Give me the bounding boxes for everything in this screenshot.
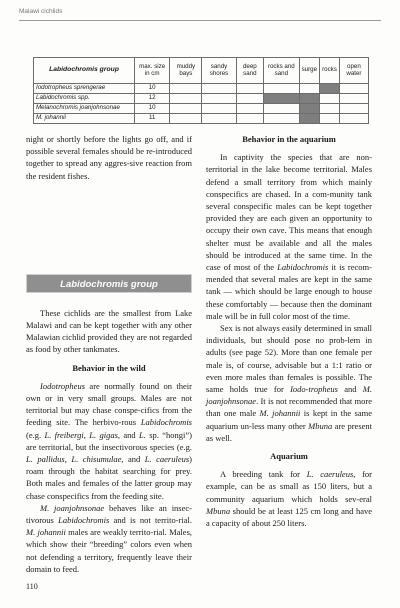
table-header-rocks: rocks [320, 58, 340, 84]
running-head: Malawi cichlids [19, 8, 63, 15]
habitat-empty-cell [339, 114, 368, 124]
habitat-empty-cell [339, 94, 368, 104]
habitat-table [33, 57, 369, 124]
species-name-cell: Labidochromis spp. [34, 94, 135, 104]
habitat-empty-cell [264, 84, 300, 94]
habitat-empty-cell [202, 94, 236, 104]
right-column [206, 133, 372, 529]
habitat-marked-cell [299, 94, 319, 104]
habitat-marked-cell [299, 104, 319, 114]
habitat-empty-cell [339, 104, 368, 114]
habitat-empty-cell [264, 114, 300, 124]
wild-paragraph-2: M. joanjohnsonae behaves like an insec-tivorous Labidochromis and is not territo-rial. M. johannii males are weakly territo-rial. Males, which show their “breeding” colors even when not defending a territory, frequently leave their domain to feed. [26, 502, 192, 574]
table-header-muddy-bays: muddy bays [170, 58, 202, 84]
continued-paragraph: night or shortly before the lights go off, and if possible several females should be re-introduced together to spread any aggres-sive reaction from the resident fishes. [26, 134, 192, 181]
habitat-empty-cell [320, 94, 340, 104]
species-name-cell: M. johannii [34, 114, 135, 124]
aquarium-paragraph-2: Sex is not always easily determined in small individuals, but should pose no prob-lem in adults (see page 52). More than one female per male is, of course, advisable but a 1:1 ratio or even more males than females is possible. The same holds true for Iodo-tropheus and M. joanjohnsonae. It is not recommended that more than one male M. johannii is kept in the same aquarium un-less many other Mbuna are present as well. [206, 323, 373, 443]
heading-aquarium: Aquarium [270, 451, 308, 462]
habitat-empty-cell [170, 84, 202, 94]
habitat-empty-cell [236, 114, 264, 124]
table-header-surge: surge [299, 58, 319, 84]
intro-paragraph: These cichlids are the smallest from Lake Malawi and can be kept together with any other Malawian cichlid provided they are not regarded as food by other tankmates. [26, 307, 192, 355]
habitat-empty-cell [236, 104, 264, 114]
habitat-marked-cell [299, 114, 319, 124]
table-header-rocks-and-sand: rocks and sand [264, 58, 300, 84]
habitat-marked-cell [320, 84, 340, 94]
header-rule [19, 20, 381, 21]
page-number: 110 [26, 582, 38, 591]
species-name-cell: Melanochromis joanjohnsonae [34, 104, 135, 114]
table-row [34, 114, 369, 124]
habitat-empty-cell [299, 84, 319, 94]
table-header-group: Labidochromis group [34, 58, 135, 84]
habitat-empty-cell [264, 104, 300, 114]
table-header-row [34, 58, 369, 84]
habitat-empty-cell [170, 114, 202, 124]
max-size-cell: 10 [135, 104, 170, 114]
table-row [34, 84, 369, 94]
table-header-open-water: open water [339, 58, 368, 84]
table-header-deep-sand: deep sand [236, 58, 264, 84]
left-column [26, 133, 192, 575]
habitat-empty-cell [236, 94, 264, 104]
tank-paragraph: A breeding tank for L. caeruleus, for example, can be as small as 150 liters, but a community aquarium which holds sev-eral Mbuna should be at least 125 cm long and have a capacity of about 250 liters. [206, 469, 372, 529]
wild-paragraph-1: Iodotropheus are normally found on their own or in very small groups. Males are not territorial but may chase conspe-cifics from the feeding site. The herbivo-rous Labidochromis (e.g. L. freibergi, L. gigas, and L. sp. “hongi”) are territorial, but the insectivorous species (e.g. L. pallidus, L. chisumulae, and L. caeruleus) roam through the habitat searching for prey. Both males and females of the latter group may chase conspecifics from the feeding site. [26, 380, 193, 501]
table-row [34, 104, 369, 114]
habitat-marked-cell [264, 94, 300, 104]
section-band-labidochromis-group: Labidochromis group [26, 274, 192, 293]
max-size-cell: 12 [135, 94, 170, 104]
habitat-empty-cell [339, 84, 368, 94]
habitat-empty-cell [320, 114, 340, 124]
max-size-cell: 11 [135, 114, 170, 124]
table-header-sandy-shores: sandy shores [202, 58, 236, 84]
max-size-cell: 10 [135, 84, 170, 94]
habitat-empty-cell [202, 114, 236, 124]
habitat-empty-cell [202, 84, 236, 94]
habitat-empty-cell [320, 104, 340, 114]
heading-behavior-in-the-aquarium: Behavior in the aquarium [242, 134, 336, 144]
habitat-empty-cell [202, 104, 236, 114]
table-header-size: max. size in cm [135, 58, 170, 84]
habitat-empty-cell [170, 94, 202, 104]
heading-behavior-in-the-wild: Behavior in the wild [72, 362, 146, 373]
habitat-empty-cell [170, 104, 202, 114]
habitat-empty-cell [236, 84, 264, 94]
table-row [34, 94, 369, 104]
aquarium-paragraph-1: In captivity the species that are non-territorial in the lake become territorial. Males defend a small territory from which mainly conspecifics are chased. In a com-munity tank several conspecific males can be kept together provided they are each given an opportunity to occupy their own cave. This means that enough shelter must be available and all the males should be introduced at the same time. In the case of most of the Labidochromis it is recom-mended that several males are kept in the same tank — which should be large enough to house these comfortably — because then the dominant male will be in full color most of the time. [206, 152, 373, 321]
species-name-cell: Iodotropheus sprengerae [34, 84, 135, 94]
